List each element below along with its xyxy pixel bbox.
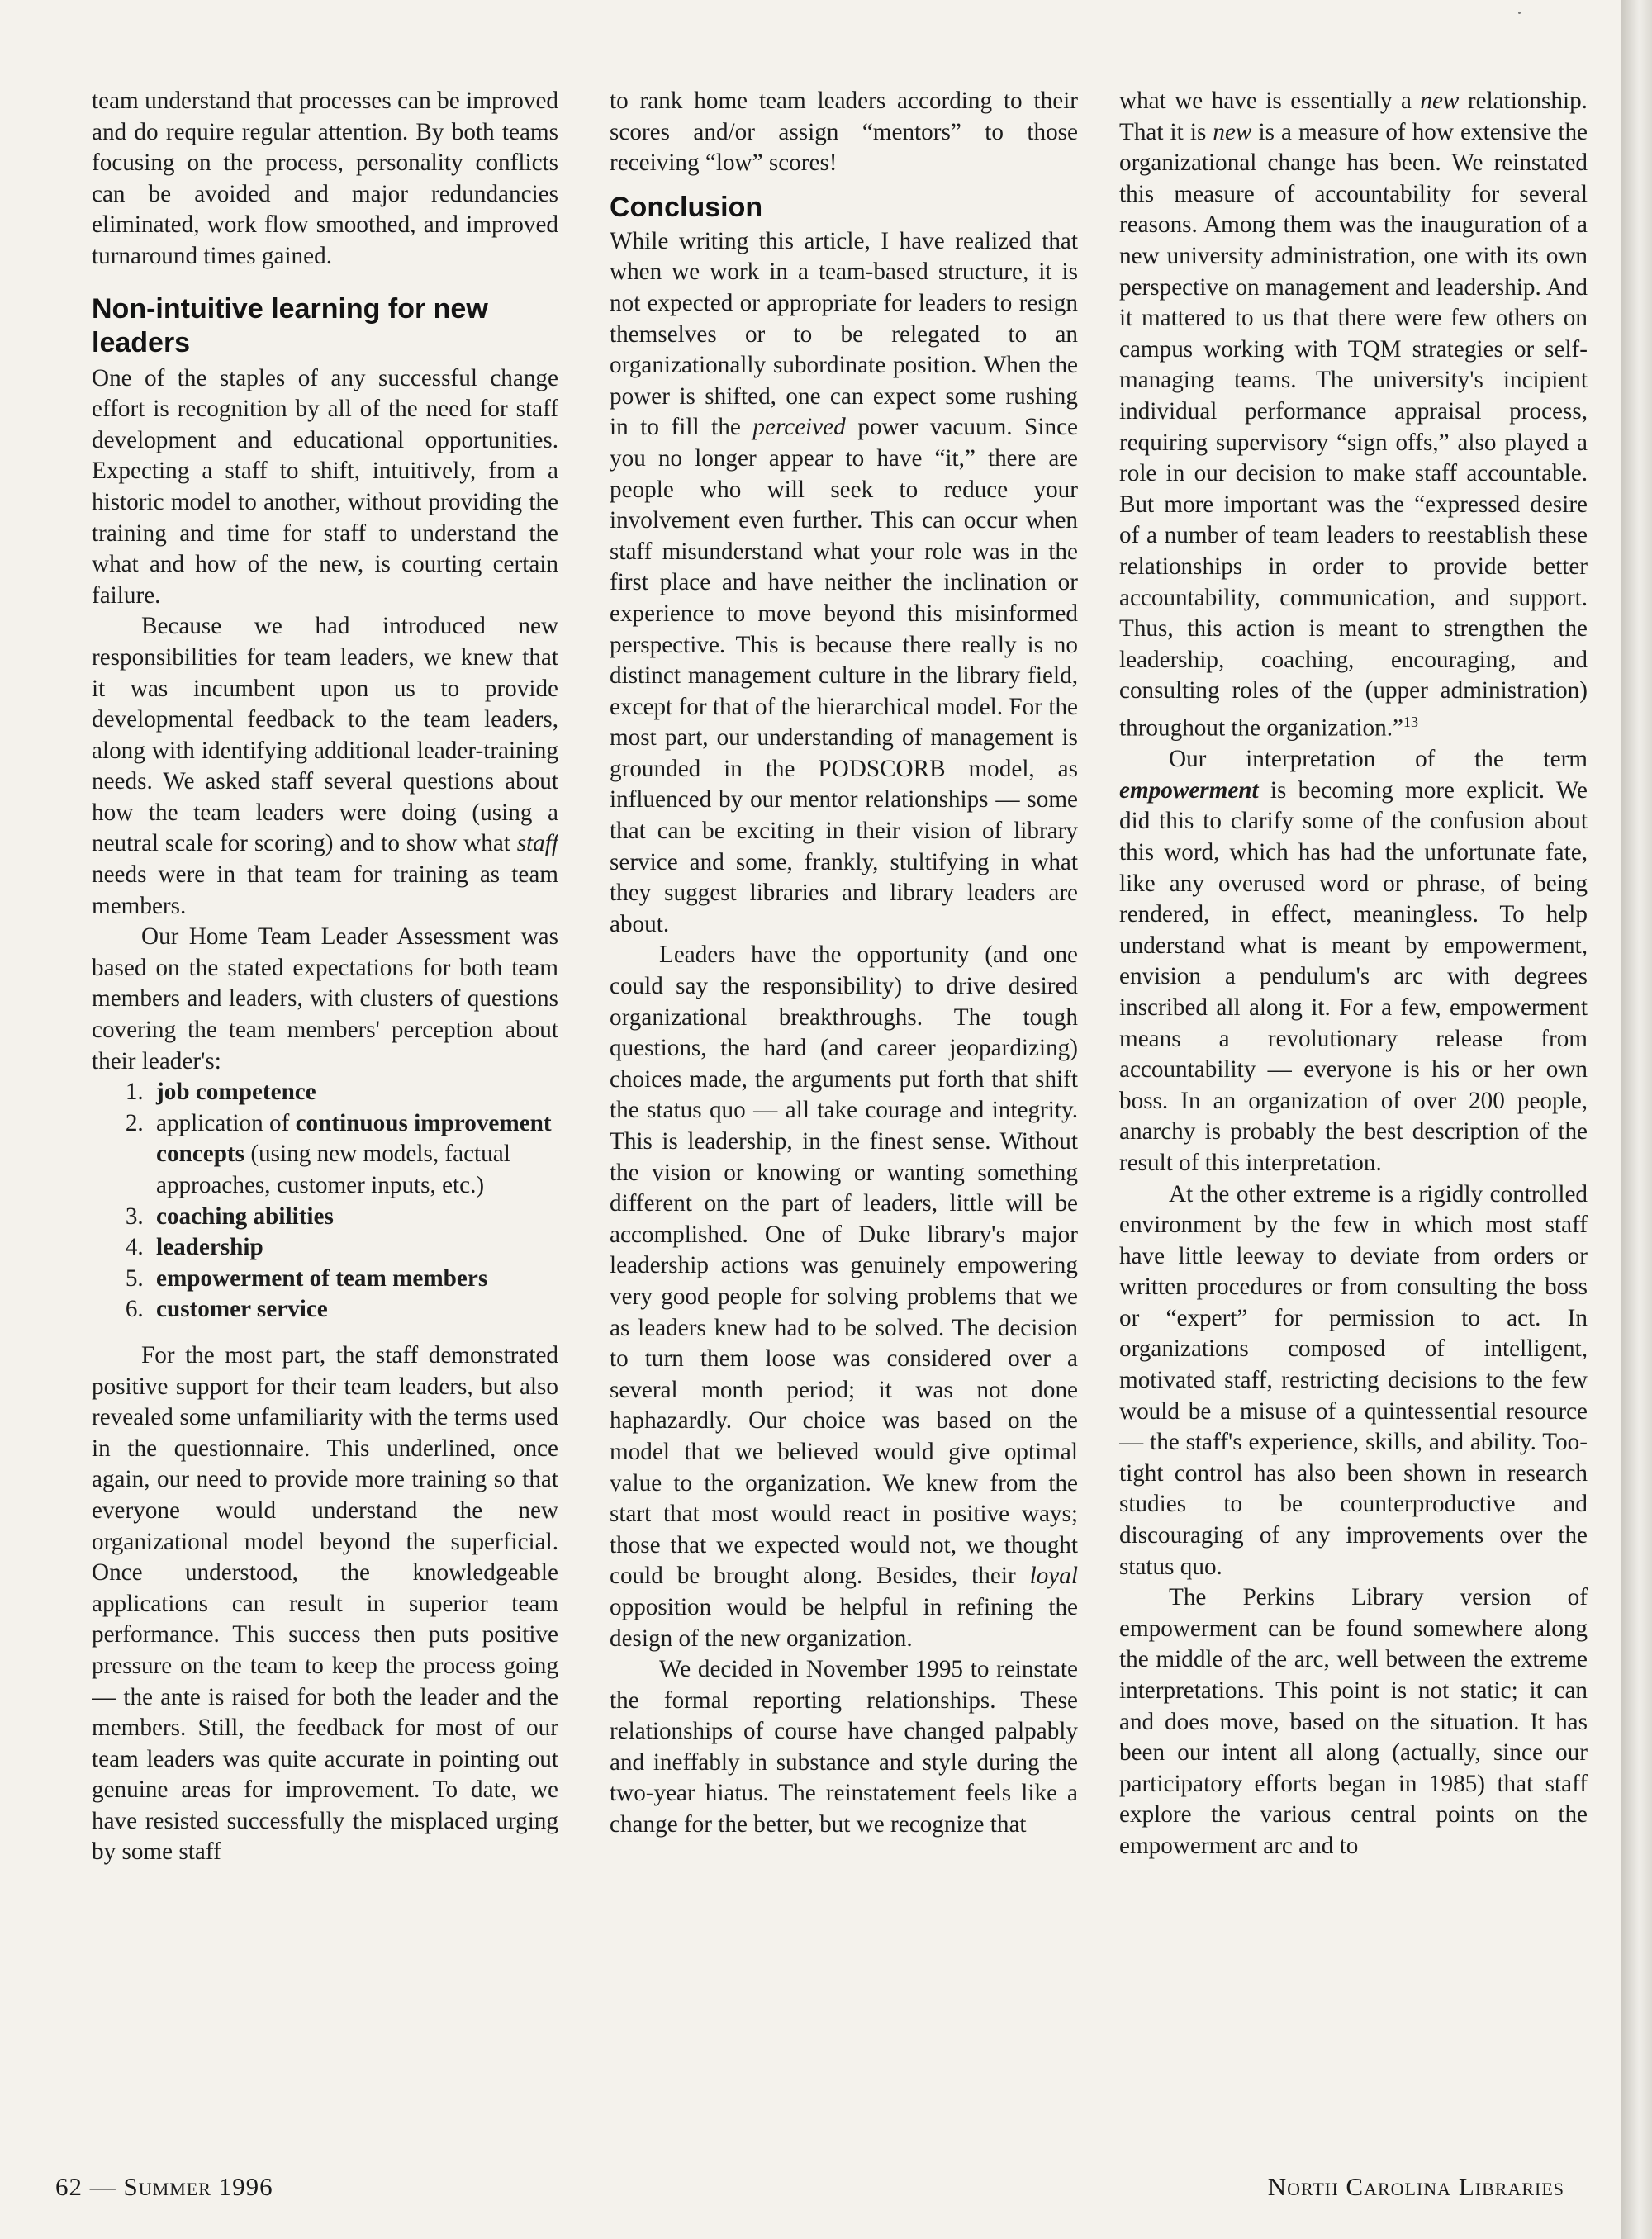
column-2 [610, 86, 1078, 2101]
footer-publication-title: North Carolina Libraries [1267, 2172, 1564, 2201]
text-run: Our interpretation of the term [1169, 746, 1588, 773]
list-item-text: job competence [156, 1079, 316, 1106]
paragraph: team understand that processes can be improved and do require regular attention. By both teams focusing on the process, personality conflicts can be avoided and major redundancies eliminated, work flow smoothed, and improved turnaround times gained. [92, 88, 558, 269]
page-edge [1621, 0, 1652, 2239]
paragraph: At the other extreme is a rigidly controlled environment by the few in which most staff have little leeway to deviate from orders or written procedures or from consulting the boss or “expert” for permission to act. In organizations composed of intelligent, motivated staff, restricting decisions to the few would be a misuse of a quintessential resource — the staff's experience, skills, and ability. Too-tight control has also been shown in research studies to be counterproductive and discouraging of any improvements over the status quo. [1119, 1180, 1588, 1580]
text-run: needs were in that team for training as team members. [92, 861, 558, 919]
paragraph [1119, 744, 1588, 1179]
list-item [150, 1294, 558, 1326]
column-3 [1119, 86, 1588, 2101]
emphasis: loyal [1029, 1563, 1078, 1590]
list-item [150, 1264, 558, 1295]
list-item [150, 1232, 558, 1264]
footer-page-info: 62 — Summer 1996 [55, 2172, 273, 2201]
section-heading-conclusion: Conclusion [610, 191, 763, 223]
column-1 [92, 86, 558, 2101]
text-run: opposition would be helpful in refining the design of the new organization. [610, 1593, 1078, 1652]
text-run: While writing this article, I have realized that when we work in a team-based structure, it is not expected or appropriate for leaders to resign themselves or to be relegated to an organizationally subordinate position. When the power is shifted, one can expect some rushing in to fill the [610, 227, 1078, 441]
text-run: is becoming more explicit. We did this to clarify some of the confusion about this word, which has had the unfortunate fate, like any overused word or phrase, of being rendered, in effect, meaningless. To help understand what is meant by empowerment, envision a pendulum's arc with degrees inscribed all along it. For a few, empowerment means a revolutionary release from accountability — everyone is his or her own boss. In an organization of over 200 people, anarchy is probably the best description of the result of this interpretation. [1119, 776, 1588, 1176]
text-run: Leaders have the opportunity (and one could say the responsibility) to drive desired organizational breakthroughs. The tough questions, the hard (and career jeopardizing) choices made, the arguments put forth that shift the status quo — all take courage and integrity. This is leadership, in the finest sense. Without the vision or knowing or wanting something different on the part of leaders, little will be accomplished. One of Duke library's major leadership actions was genuinely empowering very good people for solving problems that we as leaders knew had to be solved. The decision to turn them loose was considered over a several month period; it was not done haphazardly. Our choice was based on the model that we believed would give optimal value to the organization. We knew from the start that most would react in positive ways; those that we expected would not, we thought could be brought along. Besides, their [610, 942, 1078, 1590]
emphasis: staff [516, 830, 558, 857]
list-item [150, 1077, 558, 1108]
assessment-criteria-list [92, 1077, 558, 1326]
section-heading-non-intuitive-learning: Non-intuitive learning for new leaders [92, 292, 488, 358]
scan-speck [1518, 12, 1521, 14]
list-item [150, 1108, 558, 1202]
list-item-text: empowerment of team members [156, 1264, 488, 1292]
paragraph: One of the staples of any successful change effort is recognition by all of the need for staff development and educational opportunities. Expecting a staff to shift, intuitively, from a historic model to another, without providing the training and time for staff to understand the what and how of the new, is courting certain failure. [92, 364, 558, 609]
footnote-reference: 13 [1403, 713, 1418, 730]
list-item [150, 1202, 558, 1233]
paragraph: to rank home team leaders according to their scores and/or assign “mentors” to those receiving “low” scores! [610, 88, 1078, 177]
paragraph: The Perkins Library version of empowerment can be found somewhere along the middle of the arc, well between the extreme interpretations. This point is not static; it can and does move, based on the situation. It has been our intent all along (actually, since our participatory efforts began in 1985) that staff explore the various central points on the empowerment arc and to [1119, 1584, 1588, 1859]
emphasis: new [1213, 118, 1252, 145]
list-item-text: coaching abilities [156, 1203, 334, 1230]
emphasis: new [1420, 88, 1460, 114]
paragraph [1119, 86, 1588, 744]
text-run: is a measure of how extensive the organizational change has been. We reinstated this measure of accountability for several reasons. Among them was the inauguration of a new university administration, one with its own perspective on management and leadership. And it mattered to us that there were few others on campus working with TQM strategies or self-managing teams. The university's incipient individual performance appraisal process, requiring supervisory “sign offs,” also played a role in our decision to make staff accountable. But more important was the “expressed desire of a number of team leaders to reestablish these relationships in order to provide better accountability, communication, and support. Thus, this action is meant to strengthen the leadership, coaching, encouraging, and consulting roles of the (upper administration) throughout the organization.” [1119, 118, 1588, 742]
paragraph: We decided in November 1995 to reinstate the formal reporting relationships. These relationships of course have changed palpably and ineffably in substance and style during the two-year hiatus. The reinstatement feels like a change for the better, but we recognize that [610, 1656, 1078, 1838]
text-run: Because we had introduced new responsibilities for team leaders, we knew that it was incumbent upon us to provide developmental feedback to the team leaders, along with identifying additional leader-training needs. We asked staff several questions about how the team leaders were doing (using a neutral scale for scoring) and to show what [92, 613, 558, 857]
paragraph: Our Home Team Leader Assessment was based on the stated expectations for both team members and leaders, with clusters of questions covering the team members' perception about their leader's: [92, 923, 558, 1074]
emphasis: empowerment [1119, 776, 1259, 804]
paragraph [92, 611, 558, 922]
paragraph [610, 940, 1078, 1654]
list-item-text: continuous improvement concepts [156, 1109, 552, 1168]
list-item-text: leadership [156, 1234, 263, 1261]
text-run: (using new models, factual approaches, customer inputs, etc.) [156, 1141, 510, 1198]
text-run: relationship. That it is [1119, 88, 1588, 145]
text-run: what we have is essentially a [1119, 88, 1421, 114]
paragraph: For the most part, the staff demonstrated positive support for their team leaders, but also revealed some unfamiliarity with the terms used in the questionnaire. This underlined, once again, our need to provide more training so that everyone would understand the new organizational model beyond the superficial. Once understood, the knowledgeable applications can result in superior team performance. This success then puts positive pressure on the team to keep the process going — the ante is raised for both the leader and the members. Still, the feedback for most of our team leaders was quite accurate in pointing out genuine areas for improvement. To date, we have resisted successfully the misplaced urging by some staff [92, 1341, 558, 1866]
text-run: application of [156, 1109, 296, 1136]
list-item-text: customer service [156, 1296, 328, 1323]
paragraph [610, 226, 1078, 941]
text-run: power vacuum. Since you no longer appear to have “it,” there are people who will seek to reduce your involvement even further. This can occur when staff misunderstand what your role was in the first place and have neither the inclination or experience to move beyond this misinformed perspective. This is because there really is no distinct management culture in the library field, except for that of the hierarchical model. For the most part, our understanding of management is grounded in the PODSCORB model, as influenced by our mentor relationships — some that can be exciting in their vision of library service and some, frankly, stultifying in what they suggest libraries and library leaders are about. [610, 414, 1078, 937]
emphasis: perceived [752, 414, 846, 441]
